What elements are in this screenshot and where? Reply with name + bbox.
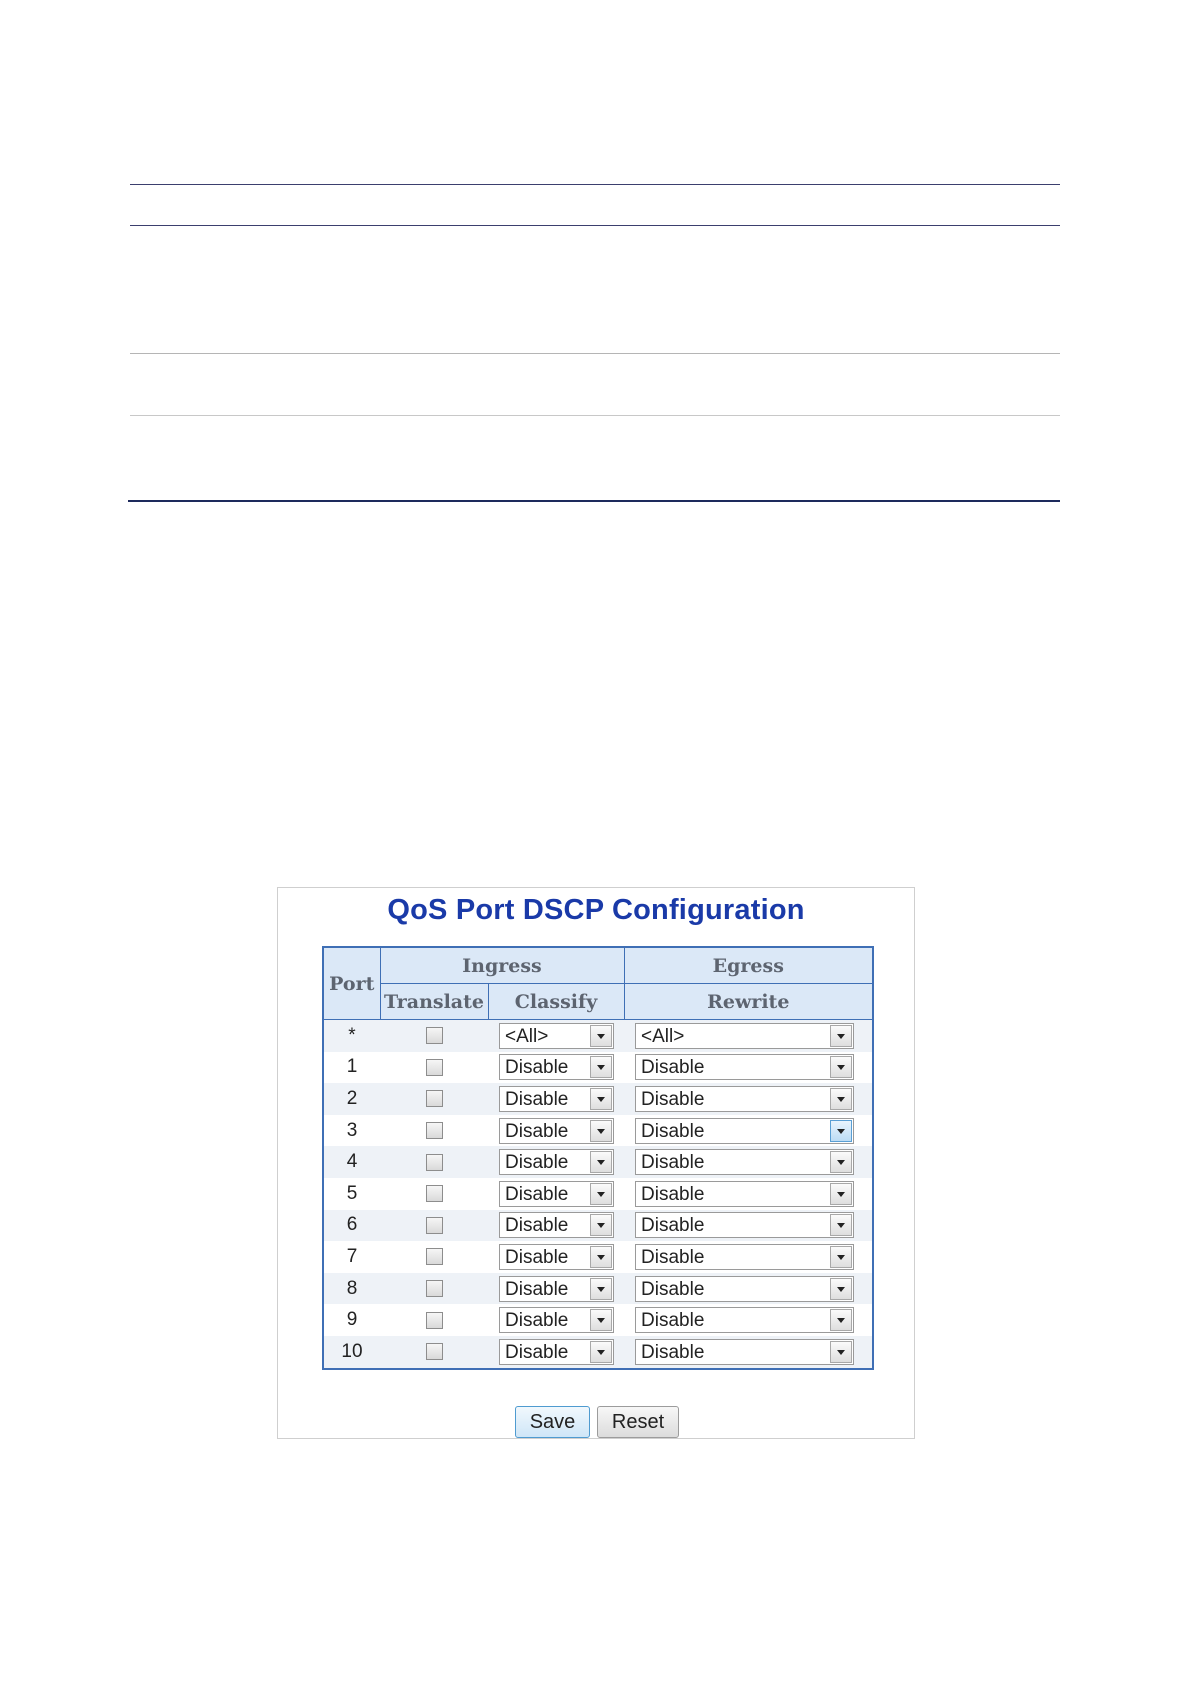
table-row [323,1115,873,1147]
dropdown-arrow-icon[interactable] [830,1214,852,1236]
translate-cell [380,1178,488,1210]
rewrite-select[interactable] [635,1086,854,1112]
dropdown-arrow-icon[interactable] [590,1088,612,1110]
classify-select[interactable] [499,1244,614,1270]
qos-port-dscp-panel [277,887,915,1439]
table-row [323,1052,873,1084]
rewrite-value: Disable [641,1215,705,1237]
translate-cell [380,1304,488,1336]
classify-select[interactable] [499,1212,614,1238]
header-translate: Translate [380,984,488,1020]
port-cell: 7 [323,1241,380,1273]
classify-cell [488,1304,624,1336]
dropdown-arrow-icon[interactable] [590,1278,612,1300]
rewrite-cell [624,1146,873,1178]
rewrite-cell [624,1052,873,1084]
table-row [323,1020,873,1052]
translate-cell [380,1083,488,1115]
rewrite-cell [624,1115,873,1147]
translate-cell [380,1115,488,1147]
classify-value: Disable [505,1310,569,1332]
classify-value: Disable [505,1215,569,1237]
table-row [323,1146,873,1178]
rewrite-select[interactable] [635,1307,854,1333]
table-row [323,1241,873,1273]
classify-select[interactable] [499,1149,614,1175]
translate-checkbox[interactable] [426,1280,443,1297]
panel-title: QoS Port DSCP Configuration [387,894,805,926]
classify-cell [488,1146,624,1178]
rewrite-value: Disable [641,1341,705,1363]
header-ingress: Ingress [380,947,624,984]
table-row [323,1178,873,1210]
classify-value: Disable [505,1278,569,1300]
table-row [323,1336,873,1369]
header-port: Port [323,947,380,1020]
translate-cell [380,1210,488,1242]
classify-cell [488,1052,624,1084]
rewrite-value: Disable [641,1120,705,1142]
translate-checkbox[interactable] [426,1027,443,1044]
rewrite-value: Disable [641,1057,705,1079]
rewrite-cell [624,1210,873,1242]
dropdown-arrow-icon[interactable] [830,1120,852,1142]
classify-value: Disable [505,1341,569,1363]
rewrite-select[interactable] [635,1149,854,1175]
classify-select[interactable] [499,1339,614,1365]
bottom-rule [128,500,1060,502]
port-cell: 6 [323,1210,380,1242]
translate-cell [380,1241,488,1273]
reset-button[interactable]: Reset [597,1406,679,1438]
dropdown-arrow-icon[interactable] [590,1183,612,1205]
dropdown-arrow-icon[interactable] [590,1025,612,1047]
dropdown-arrow-icon[interactable] [830,1341,852,1363]
translate-cell [380,1273,488,1305]
classify-value: Disable [505,1057,569,1079]
rewrite-value: Disable [641,1152,705,1174]
classify-cell [488,1336,624,1369]
classify-value: <All> [505,1025,549,1047]
classify-value: Disable [505,1152,569,1174]
classify-cell [488,1241,624,1273]
rewrite-select[interactable] [635,1181,854,1207]
dropdown-arrow-icon[interactable] [590,1056,612,1078]
port-cell: 2 [323,1083,380,1115]
classify-cell [488,1115,624,1147]
dropdown-arrow-icon[interactable] [590,1341,612,1363]
translate-checkbox[interactable] [426,1059,443,1076]
port-cell: 3 [323,1115,380,1147]
classify-select[interactable] [499,1276,614,1302]
dropdown-arrow-icon[interactable] [830,1025,852,1047]
rewrite-cell [624,1304,873,1336]
rewrite-value: Disable [641,1183,705,1205]
rewrite-select[interactable] [635,1054,854,1080]
translate-cell [380,1052,488,1084]
rewrite-select[interactable] [635,1276,854,1302]
translate-cell [380,1020,488,1052]
rewrite-cell [624,1273,873,1305]
translate-checkbox[interactable] [426,1185,443,1202]
dscp-config-table [322,946,874,1370]
header-rewrite: Rewrite [624,984,873,1020]
classify-cell [488,1178,624,1210]
dropdown-arrow-icon[interactable] [590,1246,612,1268]
port-cell: 10 [323,1336,380,1369]
dropdown-arrow-icon[interactable] [590,1151,612,1173]
header-egress: Egress [624,947,873,984]
rewrite-select[interactable] [635,1244,854,1270]
dropdown-arrow-icon[interactable] [590,1120,612,1142]
classify-select[interactable] [499,1054,614,1080]
rewrite-cell [624,1020,873,1052]
header-rule [130,225,1060,226]
dropdown-arrow-icon[interactable] [830,1088,852,1110]
classify-value: Disable [505,1120,569,1142]
classify-cell [488,1083,624,1115]
rewrite-value: Disable [641,1310,705,1332]
translate-checkbox[interactable] [426,1312,443,1329]
rewrite-cell [624,1083,873,1115]
classify-value: Disable [505,1088,569,1110]
classify-cell [488,1210,624,1242]
port-cell: 9 [323,1304,380,1336]
port-cell: 1 [323,1052,380,1084]
port-cell: 4 [323,1146,380,1178]
rewrite-cell [624,1336,873,1369]
translate-checkbox[interactable] [426,1248,443,1265]
classify-cell [488,1273,624,1305]
classify-select[interactable] [499,1086,614,1112]
classify-cell [488,1020,624,1052]
table-row [323,1083,873,1115]
dropdown-arrow-icon[interactable] [830,1246,852,1268]
top-rule [130,184,1060,185]
translate-checkbox[interactable] [426,1154,443,1171]
rewrite-cell [624,1241,873,1273]
translate-checkbox[interactable] [426,1217,443,1234]
rewrite-select[interactable] [635,1118,854,1144]
dropdown-arrow-icon[interactable] [830,1056,852,1078]
classify-value: Disable [505,1183,569,1205]
table-row [323,1304,873,1336]
save-button[interactable]: Save [515,1406,590,1438]
dropdown-arrow-icon[interactable] [590,1309,612,1331]
classify-select[interactable] [499,1181,614,1207]
header-classify: Classify [488,984,624,1020]
rewrite-value: Disable [641,1278,705,1300]
translate-cell [380,1146,488,1178]
table-row [323,1210,873,1242]
row-divider [130,415,1060,416]
rewrite-select[interactable] [635,1212,854,1238]
port-cell: 8 [323,1273,380,1305]
rewrite-select[interactable] [635,1023,854,1049]
classify-select[interactable] [499,1307,614,1333]
rewrite-value: Disable [641,1246,705,1268]
rewrite-select[interactable] [635,1339,854,1365]
translate-cell [380,1336,488,1369]
classify-value: Disable [505,1246,569,1268]
rewrite-cell [624,1178,873,1210]
dropdown-arrow-icon[interactable] [590,1214,612,1236]
translate-checkbox[interactable] [426,1343,443,1360]
classify-select[interactable] [499,1118,614,1144]
dropdown-arrow-icon[interactable] [830,1278,852,1300]
table-body [323,1020,873,1369]
table-row [323,1273,873,1305]
dropdown-arrow-icon[interactable] [830,1183,852,1205]
classify-select[interactable] [499,1023,614,1049]
translate-checkbox[interactable] [426,1090,443,1107]
rewrite-value: Disable [641,1088,705,1110]
dropdown-arrow-icon[interactable] [830,1151,852,1173]
dropdown-arrow-icon[interactable] [830,1309,852,1331]
row-divider [130,353,1060,354]
port-cell: * [323,1020,380,1052]
port-cell: 5 [323,1178,380,1210]
rewrite-value: <All> [641,1025,685,1047]
translate-checkbox[interactable] [426,1122,443,1139]
